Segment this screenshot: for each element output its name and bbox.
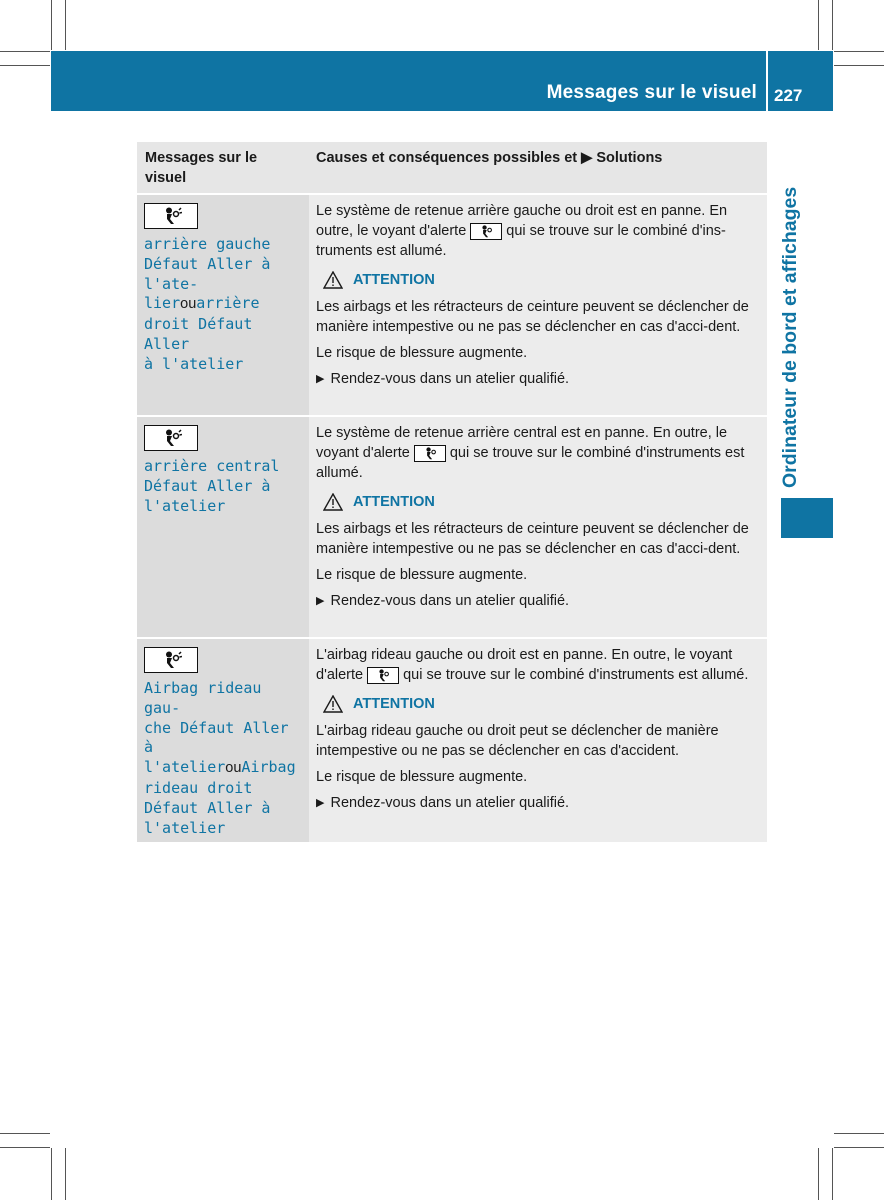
message-line: l'ate- <box>144 274 199 293</box>
warning-text: Les airbags et les rétracteurs de ceinture peuvent se déclencher de manière intempestive ou ne pas se déclencher en cas d'acci-dent. <box>316 521 749 557</box>
attention-heading <box>323 271 761 289</box>
header-divider <box>766 51 768 111</box>
message-line: l'atelier <box>144 496 226 515</box>
cause-description <box>316 645 761 685</box>
cause-text: Le système de retenue arrière central est en panne. En outre, le voyant d'alerte <box>316 425 728 461</box>
message-line: à l'atelier <box>144 354 244 373</box>
crop-mark <box>832 0 833 50</box>
message-conjunction: ou <box>225 760 242 777</box>
crop-mark <box>832 1148 833 1200</box>
warning-triangle-icon <box>323 493 343 511</box>
airbag-warning-icon <box>144 425 198 451</box>
crop-mark <box>65 0 66 50</box>
table-row <box>137 193 767 415</box>
triangle-right-icon: ▶ <box>316 373 325 385</box>
crop-mark <box>834 1133 884 1134</box>
message-text: l'atelier <box>144 758 226 777</box>
crop-mark <box>51 0 52 50</box>
crop-mark <box>818 1148 819 1200</box>
table-row <box>137 637 767 842</box>
cause-text: qui se trouve sur le combiné d'instruments est allumé. <box>403 667 749 683</box>
message-line: rideau droit <box>144 778 253 797</box>
page-number: 227 <box>774 86 803 105</box>
cause-text: L'airbag rideau gauche ou droit est en panne. En outre, le voyant d'alerte <box>316 647 733 683</box>
cause-description <box>316 201 761 261</box>
warning-text: L'airbag rideau gauche ou droit peut se déclencher de manière intempestive ou ne pas se déclencher en cas d'accident. <box>316 723 719 759</box>
cause-cell <box>309 639 767 842</box>
cause-text: Le système de retenue arrière gauche ou droit est en panne. En outre, le voyant d'alerte <box>316 203 728 239</box>
crop-mark <box>51 1148 52 1200</box>
solution-step <box>316 591 761 611</box>
attention-label: ATTENTION <box>353 494 435 510</box>
message-line: Défaut Aller à <box>144 254 271 273</box>
attention-label: ATTENTION <box>353 696 435 712</box>
cause-cell <box>309 417 767 637</box>
message-line: droit Défaut Aller <box>144 315 253 353</box>
page-title: Messages sur le visuel <box>546 82 757 103</box>
message-line <box>144 758 304 779</box>
crop-mark <box>834 65 884 66</box>
attention-label: ATTENTION <box>353 272 435 288</box>
message-text: arrière <box>196 294 260 313</box>
message-line: arrière gauche <box>144 235 271 253</box>
warning-triangle-icon <box>323 695 343 713</box>
cause-description <box>316 423 761 483</box>
airbag-warning-icon <box>144 647 198 673</box>
message-text: Airbag <box>241 758 296 777</box>
section-tab-label: Ordinateur de bord et affichages <box>779 186 801 488</box>
message-cell <box>137 195 309 415</box>
crop-mark <box>0 1147 50 1148</box>
airbag-warning-icon <box>144 203 198 229</box>
table-row <box>137 415 767 637</box>
risk-text: Le risque de blessure augmente. <box>316 345 528 361</box>
step-text: Rendez-vous dans un atelier qualifié. <box>330 593 570 609</box>
message-line: Airbag rideau gau- <box>144 679 262 717</box>
col-header-messages: Messages sur le visuel <box>145 150 258 186</box>
message-line: l'atelier <box>144 818 226 837</box>
solution-step <box>316 793 761 813</box>
risk-text: Le risque de blessure augmente. <box>316 567 528 583</box>
airbag-warning-icon <box>367 667 399 684</box>
table-header <box>137 142 767 193</box>
attention-heading <box>323 493 761 511</box>
warning-triangle-icon <box>323 271 343 289</box>
triangle-right-icon: ▶ <box>316 797 325 809</box>
airbag-warning-icon <box>414 445 446 462</box>
section-tab-marker <box>781 498 833 538</box>
solution-step <box>316 369 761 389</box>
message-text: lier <box>144 294 181 313</box>
step-text: Rendez-vous dans un atelier qualifié. <box>330 795 570 811</box>
crop-mark <box>834 51 884 52</box>
crop-mark <box>834 1147 884 1148</box>
step-text: Rendez-vous dans un atelier qualifié. <box>330 371 570 387</box>
risk-text: Le risque de blessure augmente. <box>316 769 528 785</box>
messages-table <box>137 142 767 842</box>
crop-mark <box>65 1148 66 1200</box>
crop-mark <box>0 51 50 52</box>
display-message <box>144 235 304 375</box>
cause-text: qui se trouve sur le combiné d'ins-truments est allumé. <box>316 223 726 259</box>
message-conjunction: ou <box>180 296 197 313</box>
crop-mark <box>0 65 50 66</box>
warning-text: Les airbags et les rétracteurs de ceinture peuvent se déclencher de manière intempestive ou ne pas se déclencher en cas d'acci-dent. <box>316 299 749 335</box>
message-line <box>144 294 304 315</box>
triangle-right-icon: ▶ <box>316 595 325 607</box>
message-line: che Défaut Aller à <box>144 718 289 757</box>
message-line: Défaut Aller à <box>144 798 271 817</box>
message-line: Défaut Aller à <box>144 476 271 495</box>
display-message <box>144 457 304 516</box>
crop-mark <box>818 0 819 50</box>
display-message <box>144 679 304 838</box>
col-header-causes: Causes et conséquences possibles et ▶ Solutions <box>316 150 663 166</box>
message-cell <box>137 417 309 637</box>
cause-cell <box>309 195 767 415</box>
airbag-warning-icon <box>470 223 502 240</box>
message-line: arrière central <box>144 457 280 475</box>
crop-mark <box>0 1133 50 1134</box>
message-cell <box>137 639 309 842</box>
cause-text: qui se trouve sur le combiné d'instruments est allumé. <box>316 445 745 481</box>
attention-heading <box>323 695 761 713</box>
